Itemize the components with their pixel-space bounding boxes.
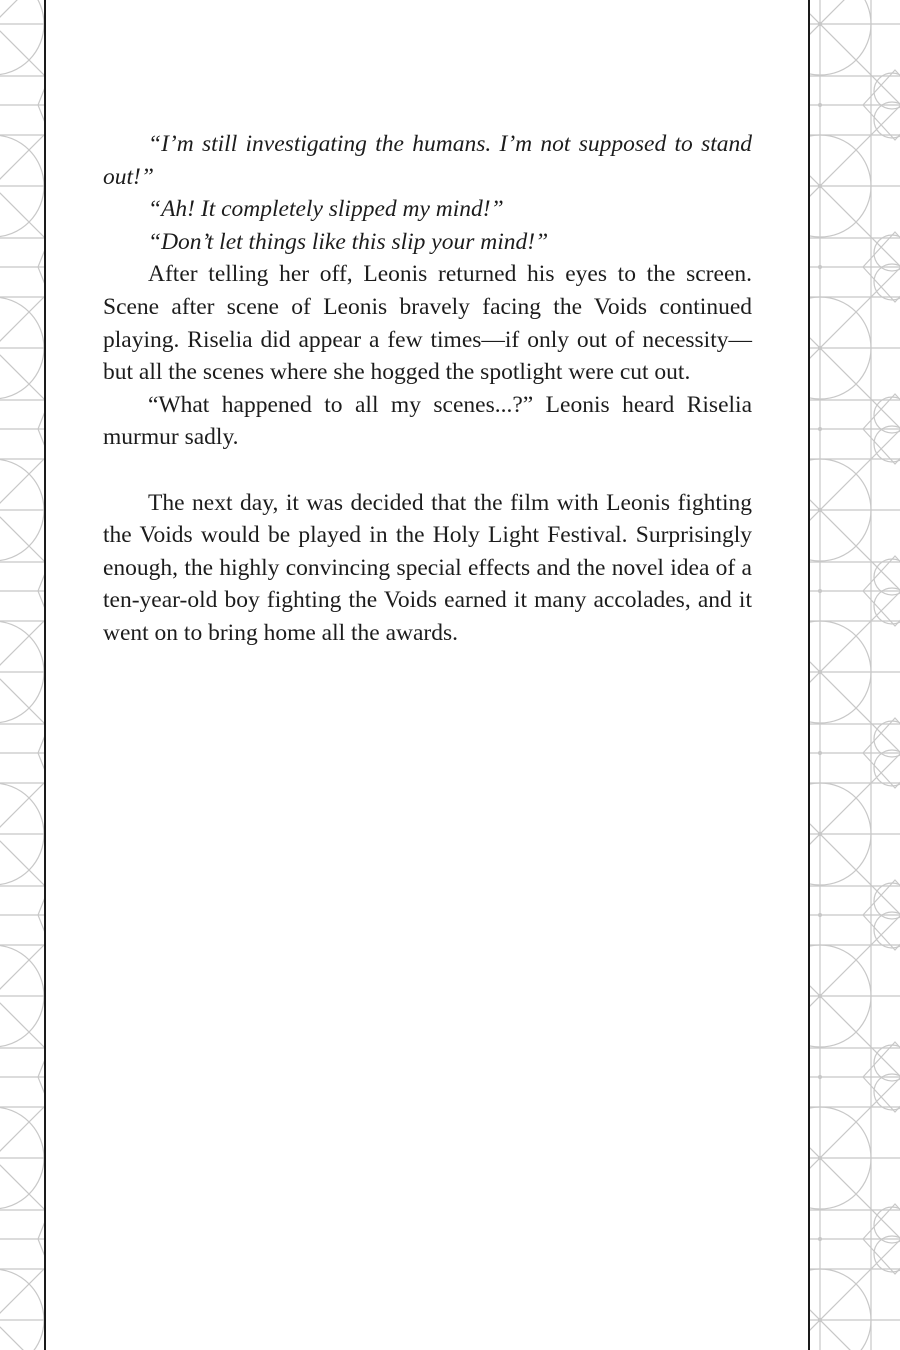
dialogue-line: “Ah! It completely slipped my mind!” bbox=[148, 196, 504, 223]
body-text bbox=[103, 128, 752, 650]
geometric-pattern-icon bbox=[810, 0, 900, 1350]
paragraph: After telling her off, Leonis returned his eyes to the screen. Scene after scene of Leonis bravely facing the Voids continued playing. Riselia did appear a few times—if only out of necessity—but all the scenes where she hogged the spotlight were cut out. bbox=[103, 261, 752, 386]
geometric-pattern-icon bbox=[0, 0, 44, 1350]
right-page-border bbox=[808, 0, 810, 1350]
left-decorative-pattern bbox=[0, 0, 44, 1350]
paragraph: “What happened to all my scenes...?” Leonis heard Riselia murmur sadly. bbox=[103, 391, 752, 451]
right-decorative-pattern bbox=[810, 0, 900, 1350]
dialogue-line: “Don’t let things like this slip your mind!” bbox=[148, 228, 549, 255]
left-page-border bbox=[44, 0, 46, 1350]
paragraph: The next day, it was decided that the film with Leonis fighting the Voids would be played in the Holy Light Festival. Surprisingly enough, the highly convincing special effects and the novel idea of a ten-year-old boy fighting the Voids earned it many accolades, and it went on to bring home all the awards. bbox=[103, 489, 752, 646]
section-break bbox=[103, 454, 752, 487]
dialogue-line: “I’m still investigating the humans. I’m not supposed to stand out!” bbox=[103, 131, 752, 190]
